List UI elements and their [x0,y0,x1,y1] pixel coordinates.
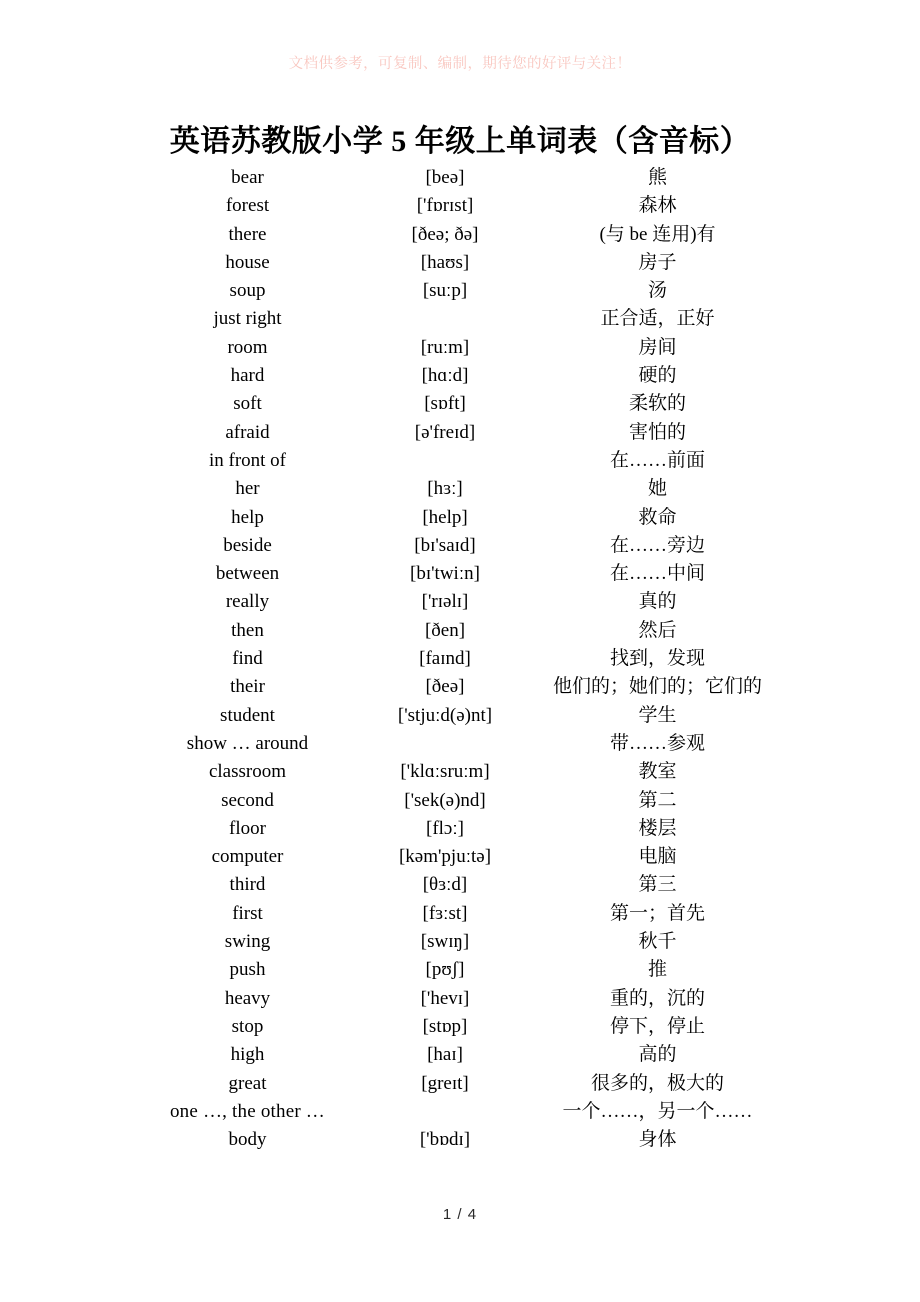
table-row [140,164,780,192]
word-cell: help [231,506,264,528]
phonetic-cell: [hɑːd] [421,365,469,387]
word-cell: forest [225,195,270,217]
word-cell: her [235,478,260,500]
word-cell: really [225,591,270,613]
word-cell: classroom [208,761,287,783]
phonetic-cell: [ə'freɪd] [414,421,476,443]
meaning-cell: 楼层 [638,817,677,839]
word-cell: one …, the other … [169,1100,326,1122]
table-row [140,560,780,588]
meaning-cell: 电脑 [638,846,677,868]
meaning-cell: 正合适，正好 [600,308,715,330]
meaning-cell: 找到，发现 [609,648,705,670]
word-cell: soup [229,280,266,302]
word-cell: just right [213,308,282,330]
table-row [140,787,780,815]
meaning-cell: 柔软的 [628,393,686,415]
phonetic-cell: [greɪt] [421,1072,469,1094]
table-row [140,730,780,758]
phonetic-cell: [kəm'pjuːtə] [398,846,492,868]
table-row [140,249,780,277]
table-row [140,815,780,843]
meaning-cell: 她 [647,478,667,500]
word-cell: push [229,959,266,981]
meaning-cell: 害怕的 [628,421,686,443]
table-row [140,362,780,390]
table-row [140,305,780,333]
phonetic-cell: [help] [422,506,468,528]
phonetic-cell: [hɜː] [427,478,463,500]
phonetic-cell [355,447,535,475]
table-row [140,843,780,871]
table-row [140,447,780,475]
meaning-cell: 重的，沉的 [609,987,705,1009]
phonetic-cell: ['sek(ə)nd] [404,789,486,811]
table-row [140,871,780,899]
table-row [140,702,780,730]
word-cell: high [230,1044,265,1066]
phonetic-cell [355,305,535,333]
table-row [140,475,780,503]
word-cell: afraid [225,421,270,443]
phonetic-cell: [haɪ] [427,1044,463,1066]
table-row [140,532,780,560]
table-row [140,985,780,1013]
word-cell: body [228,1129,267,1151]
phonetic-cell: [ðen] [424,619,466,641]
phonetic-cell: ['hevɪ] [420,987,470,1009]
word-cell: room [227,336,268,358]
page-title: 英语苏教版小学 5 年级上单词表（含音标） [169,125,751,159]
phonetic-cell: [sɒft] [424,393,466,415]
phonetic-cell: [beə] [425,167,465,188]
phonetic-cell: ['fɒrɪst] [416,195,474,217]
word-cell: great [228,1072,267,1094]
phonetic-cell: [bɪ'twiːn] [410,563,480,585]
meaning-cell: 房间 [638,336,677,358]
phonetic-cell: [fɜːst] [422,902,468,924]
word-cell: bear [231,167,264,188]
meaning-cell: 停下，停止 [609,1015,705,1037]
phonetic-cell: [swɪŋ] [420,931,470,953]
word-cell: between [215,563,280,585]
meaning-cell: 一个……，另一个…… [562,1100,753,1122]
word-cell: their [230,676,265,698]
meaning-cell: 汤 [647,280,667,302]
phonetic-cell: [flɔː] [426,817,464,839]
watermark-text: 文档供参考，可复制、编制，期待您的好评与关注！ [288,56,632,72]
phonetic-cell: ['stjuːd(ə)nt] [397,704,493,726]
word-cell: first [232,902,263,924]
meaning-cell: 熊 [647,167,667,188]
word-cell: second [221,789,274,811]
meaning-cell: 推 [647,959,667,981]
meaning-cell: 学生 [638,704,677,726]
phonetic-cell: [suːp] [422,280,468,302]
meaning-cell: 在……前面 [609,449,705,471]
meaning-cell: 教室 [638,761,677,783]
table-row [140,617,780,645]
table-row [140,928,780,956]
meaning-cell: 第二 [638,789,677,811]
word-cell: beside [223,534,272,556]
meaning-cell: 高的 [638,1044,677,1066]
word-cell: heavy [224,987,271,1009]
table-row [140,192,780,220]
word-cell: student [220,704,275,726]
phonetic-cell: [ruːm] [420,336,470,358]
meaning-cell: 森林 [638,195,677,217]
meaning-cell: 然后 [638,619,677,641]
word-cell: then [231,619,264,641]
table-row [140,419,780,447]
phonetic-cell: ['rɪəlɪ] [421,591,469,613]
word-cell: floor [229,817,266,839]
table-row [140,1126,780,1154]
table-row [140,1013,780,1041]
word-cell: swing [224,931,271,953]
meaning-cell: 秋千 [638,931,677,953]
phonetic-cell: [haʊs] [420,251,470,273]
word-cell: computer [211,846,284,868]
meaning-cell: 救命 [638,506,677,528]
phonetic-cell: [ðeə] [425,676,465,698]
table-row [140,645,780,673]
word-cell: in front of [208,449,287,471]
word-cell: show … around [186,732,309,754]
meaning-cell: 房子 [638,251,677,273]
meaning-cell: 在……中间 [609,563,705,585]
phonetic-cell: ['bɒdɪ] [419,1129,471,1151]
phonetic-cell: ['klɑːsruːm] [400,761,490,783]
vocabulary-table [140,164,780,1154]
word-cell: third [229,874,266,896]
phonetic-cell: [θɜːd] [422,874,468,896]
page-number: 1 / 4 [442,1206,478,1223]
table-row [140,1070,780,1098]
meaning-cell: 很多的，极大的 [590,1072,724,1094]
meaning-cell: 第一；首先 [609,902,705,924]
table-row [140,673,780,701]
meaning-cell: 第三 [638,874,677,896]
phonetic-cell: [faɪnd] [419,648,471,670]
phonetic-cell: [ðeə; ðə] [411,223,479,245]
phonetic-cell: [pʊʃ] [425,959,465,981]
table-row [140,334,780,362]
table-row [140,277,780,305]
word-cell: hard [230,365,265,387]
vocabulary-table-body [140,164,780,1154]
table-row [140,900,780,928]
phonetic-cell [355,1098,535,1126]
table-row [140,588,780,616]
word-cell: stop [231,1015,264,1037]
table-row [140,221,780,249]
word-cell: house [225,251,270,273]
table-row [140,1098,780,1126]
meaning-cell: 身体 [638,1129,677,1151]
table-row [140,956,780,984]
phonetic-cell: [stɒp] [422,1015,468,1037]
meaning-cell: 他们的；她们的；它们的 [552,676,762,698]
meaning-cell: 在……旁边 [609,534,705,556]
meaning-cell: 真的 [638,591,677,613]
meaning-cell: (与 be 连用)有 [599,223,716,245]
phonetic-cell: [bɪ'saɪd] [414,534,476,556]
word-cell: there [228,223,267,245]
table-row [140,504,780,532]
word-cell: soft [233,393,262,415]
table-row [140,390,780,418]
table-row [140,758,780,786]
meaning-cell: 硬的 [638,365,677,387]
table-row [140,1041,780,1069]
word-cell: find [232,648,263,670]
meaning-cell: 带……参观 [609,732,705,754]
phonetic-cell [355,730,535,758]
